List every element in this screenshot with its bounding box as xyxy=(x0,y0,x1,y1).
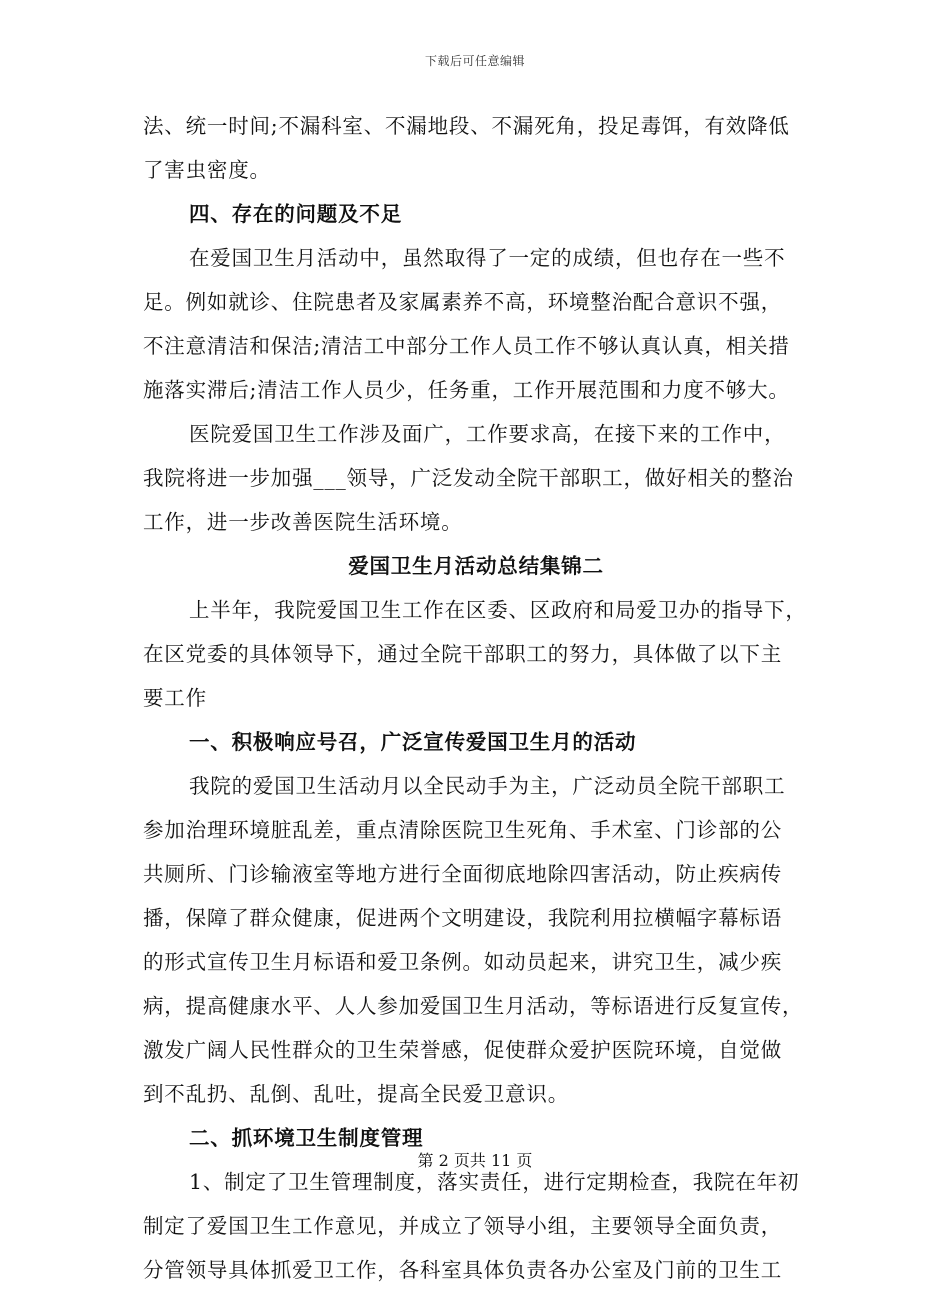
text-line: 我院将进一步加强___领导，广泛发动全院干部职工，做好相关的整治 xyxy=(143,466,794,490)
section-title: 爱国卫生月活动总结集锦二 xyxy=(348,554,604,578)
text-line: 1、制定了卫生管理制度，落实责任，进行定期检查，我院在年初 xyxy=(189,1170,800,1194)
text-line: 施落实滞后;清洁工作人员少，任务重，工作开展范围和力度不够大。 xyxy=(143,378,790,402)
text-line: 足。例如就诊、住院患者及家属素养不高，环境整治配合意识不强， xyxy=(143,290,782,314)
text-line: 制定了爱国卫生工作意见，并成立了领导小组，主要领导全面负责， xyxy=(143,1214,782,1238)
page-footer: 第 2 页共 11 页 xyxy=(417,1151,533,1170)
text-line: 上半年，我院爱国卫生工作在区委、区政府和局爱卫办的指导下， xyxy=(189,598,807,622)
text-line: 法、统一时间;不漏科室、不漏地段、不漏死角，投足毒饵，有效降低 xyxy=(143,114,790,138)
section-heading: 一、积极响应号召，广泛宣传爱国卫生月的活动 xyxy=(189,730,637,754)
section-heading: 二、抓环境卫生制度管理 xyxy=(189,1126,424,1150)
text-line: 了害虫密度。 xyxy=(143,158,271,182)
text-line: 在区党委的具体领导下，通过全院干部职工的努力，具体做了以下主 xyxy=(143,642,782,666)
document-body xyxy=(143,104,809,1292)
text-line: 共厕所、门诊输液室等地方进行全面彻底地除四害活动，防止疾病传 xyxy=(143,862,782,886)
text-line: 病，提高健康水平、人人参加爱国卫生月活动，等标语进行反复宣传， xyxy=(143,994,804,1018)
section-heading: 四、存在的问题及不足 xyxy=(189,202,402,226)
text-line: 的形式宣传卫生月标语和爱卫条例。如动员起来，讲究卫生，减少疾 xyxy=(143,950,782,974)
text-line: 参加治理环境脏乱差，重点清除医院卫生死角、手术室、门诊部的公 xyxy=(143,818,782,842)
text-line: 工作，进一步改善医院生活环境。 xyxy=(143,510,463,534)
text-line: 医院爱国卫生工作涉及面广，工作要求高，在接下来的工作中， xyxy=(189,422,786,446)
text-line: 我院的爱国卫生活动月以全民动手为主，广泛动员全院干部职工 xyxy=(189,774,786,798)
text-line: 在爱国卫生月活动中，虽然取得了一定的成绩，但也存在一些不 xyxy=(189,246,786,270)
text-line: 要工作 xyxy=(143,686,207,710)
text-line: 到不乱扔、乱倒、乱吐，提高全民爱卫意识。 xyxy=(143,1082,569,1106)
page-header: 下载后可任意编辑 xyxy=(424,54,525,68)
text-line: 不注意清洁和保洁;清洁工中部分工作人员工作不够认真认真，相关措 xyxy=(143,334,790,358)
text-line: 分管领导具体抓爱卫工作，各科室具体负责各办公室及门前的卫生工 xyxy=(143,1258,782,1282)
text-line: 激发广阔人民性群众的卫生荣誉感，促使群众爱护医院环境，自觉做 xyxy=(143,1038,782,1062)
text-line: 播，保障了群众健康，促进两个文明建设，我院利用拉横幅字幕标语 xyxy=(143,906,782,930)
